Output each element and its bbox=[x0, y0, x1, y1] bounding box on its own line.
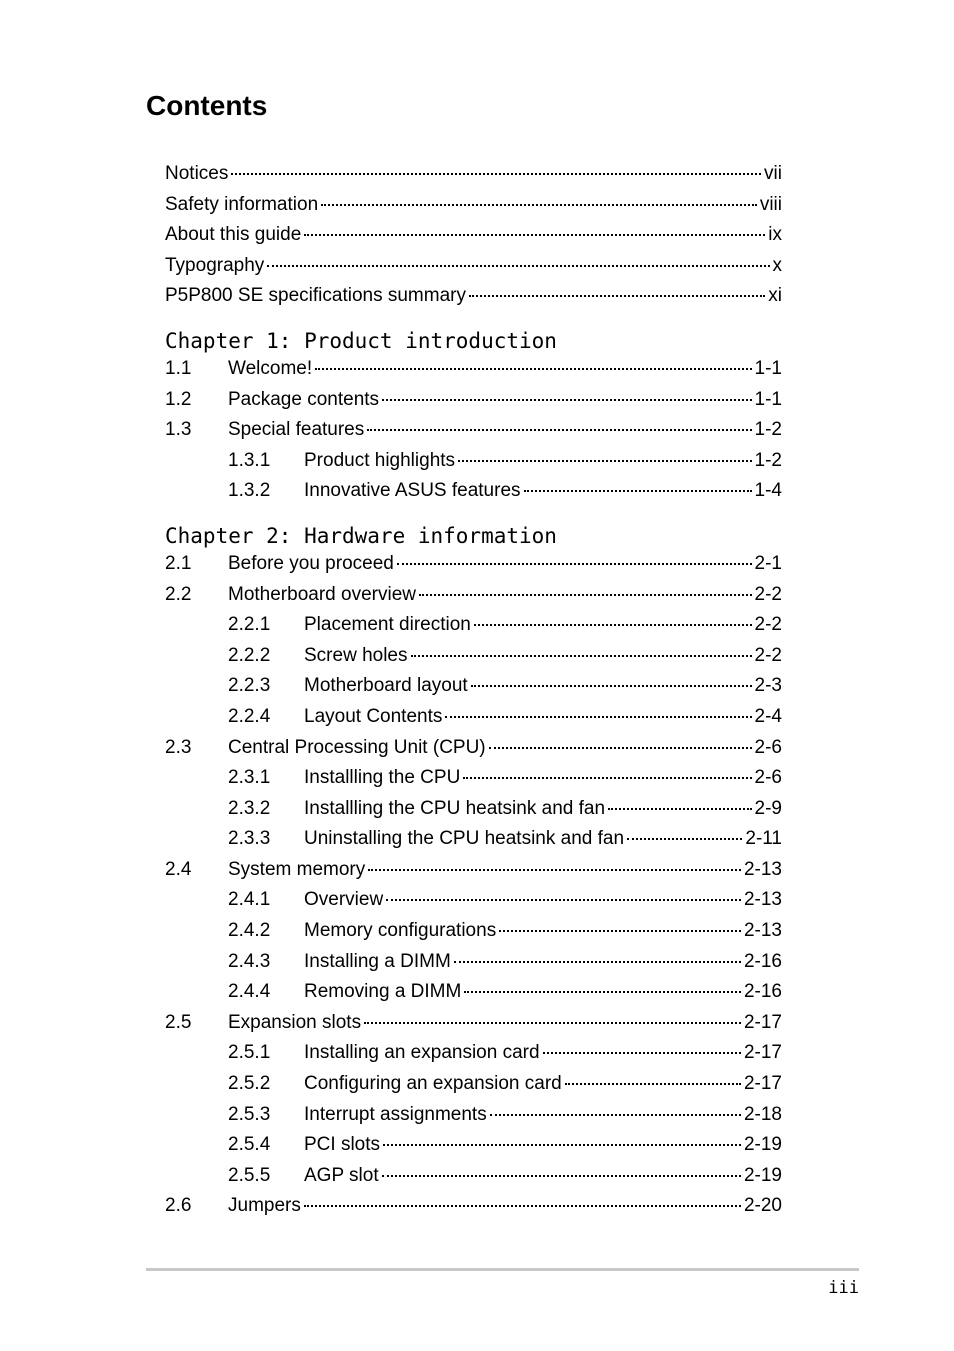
dot-leader bbox=[543, 1048, 741, 1054]
toc-subentry[interactable] bbox=[165, 614, 782, 645]
chapter-heading[interactable]: Chapter 1: Product introduction bbox=[165, 328, 557, 353]
toc-entry-label: AGP slot bbox=[304, 1164, 379, 1186]
toc-entry-label: P5P800 SE specifications summary bbox=[165, 285, 466, 307]
toc-subentry[interactable] bbox=[165, 889, 782, 920]
toc-entry[interactable] bbox=[165, 358, 782, 389]
toc-entry-number: 2.3 bbox=[165, 736, 192, 758]
toc-entry-number: 2.5 bbox=[165, 1011, 192, 1033]
toc-entry-label: Installing an expansion card bbox=[304, 1042, 540, 1064]
toc-entry-page: 2-13 bbox=[743, 920, 782, 942]
toc-entry-page: 2-18 bbox=[743, 1103, 782, 1125]
toc-entry-number: 1.3 bbox=[165, 419, 192, 441]
toc-entry-label: Installling the CPU heatsink and fan bbox=[304, 797, 606, 819]
toc-entry-page: 1-2 bbox=[754, 449, 782, 471]
toc-entry-label: Removing a DIMM bbox=[304, 981, 462, 1003]
toc-subentry[interactable] bbox=[165, 951, 782, 982]
dot-leader bbox=[397, 559, 752, 565]
toc-entry-label: Welcome! bbox=[228, 357, 313, 379]
toc-entry-number: 2.5.3 bbox=[228, 1103, 271, 1125]
toc-entry-number: 1.1 bbox=[165, 357, 192, 379]
toc-entry-label: Installing a DIMM bbox=[304, 950, 451, 972]
toc-entry-page: 2-2 bbox=[754, 583, 782, 605]
toc-entry-number: 2.6 bbox=[165, 1195, 192, 1217]
dot-leader bbox=[565, 1079, 741, 1085]
dot-leader bbox=[471, 681, 752, 687]
toc-entry-number: 2.3.2 bbox=[228, 797, 271, 819]
dot-leader bbox=[627, 834, 742, 840]
dot-leader bbox=[364, 1018, 741, 1024]
toc-entry-page: 2-6 bbox=[754, 736, 782, 758]
page-title: Contents bbox=[146, 90, 268, 121]
dot-leader bbox=[231, 169, 761, 175]
toc-subentry[interactable] bbox=[165, 798, 782, 829]
toc-subentry[interactable] bbox=[165, 828, 782, 859]
toc-entry-page: 2-3 bbox=[754, 675, 782, 697]
footer-divider bbox=[146, 1268, 859, 1271]
toc-entry[interactable] bbox=[165, 285, 782, 316]
toc-entry-page: vii bbox=[764, 163, 782, 184]
toc-entry-page: xi bbox=[768, 285, 782, 307]
toc-subentry[interactable] bbox=[165, 1134, 782, 1165]
toc-entry-page: 2-20 bbox=[743, 1195, 782, 1217]
toc-entry-page: ix bbox=[768, 224, 782, 246]
page-number: iii bbox=[828, 1278, 859, 1298]
toc-subentry[interactable] bbox=[165, 675, 782, 706]
toc-entry-page: 1-1 bbox=[754, 388, 782, 410]
toc-entry-number: 2.2 bbox=[165, 583, 192, 605]
toc-entry-label: System memory bbox=[228, 858, 366, 880]
toc-entry-page: 2-17 bbox=[743, 1042, 782, 1064]
toc-entry-label: About this guide bbox=[165, 224, 302, 246]
toc-entry-number: 2.4.1 bbox=[228, 889, 271, 911]
toc-entry-number: 2.3.1 bbox=[228, 767, 271, 789]
toc-entry-label: Innovative ASUS features bbox=[304, 480, 521, 502]
toc-entry-label: Safety information bbox=[165, 193, 319, 215]
dot-leader bbox=[411, 651, 752, 657]
toc-entry-page: 2-2 bbox=[754, 644, 782, 666]
dot-leader bbox=[419, 590, 752, 596]
toc-entry-page: 2-17 bbox=[743, 1011, 782, 1033]
dot-leader bbox=[445, 712, 751, 718]
toc-entry-label: Motherboard layout bbox=[304, 675, 468, 697]
dot-leader bbox=[499, 926, 741, 932]
dot-leader bbox=[524, 486, 752, 492]
toc-entry-page: 2-4 bbox=[754, 705, 782, 727]
toc-entry-number: 1.3.1 bbox=[228, 449, 271, 471]
toc-entry-label: Motherboard overview bbox=[228, 583, 416, 605]
toc-entry-label: Layout Contents bbox=[304, 705, 443, 727]
toc-entry[interactable] bbox=[165, 419, 782, 450]
toc-entry-number: 2.2.3 bbox=[228, 675, 271, 697]
toc-entry-page: 1-2 bbox=[754, 419, 782, 441]
dot-leader bbox=[386, 895, 741, 901]
chapter-heading[interactable]: Chapter 2: Hardware information bbox=[165, 523, 557, 548]
toc-entry-page: 2-17 bbox=[743, 1073, 782, 1095]
toc-entry-number: 1.2 bbox=[165, 388, 192, 410]
toc-entry-page: 2-1 bbox=[754, 552, 782, 574]
toc-entry-number: 2.4.4 bbox=[228, 981, 271, 1003]
toc-entry-label: Jumpers bbox=[228, 1195, 301, 1217]
toc-entry-number: 2.4.3 bbox=[228, 950, 271, 972]
toc-subentry[interactable] bbox=[165, 767, 782, 798]
toc-entry-label: Placement direction bbox=[304, 614, 471, 636]
toc-subentry[interactable] bbox=[165, 1073, 782, 1104]
dot-leader bbox=[463, 773, 751, 779]
toc-subentry[interactable] bbox=[165, 706, 782, 737]
toc-entry[interactable] bbox=[165, 859, 782, 890]
toc-entry-label: Uninstalling the CPU heatsink and fan bbox=[304, 828, 625, 850]
dot-leader bbox=[383, 1140, 741, 1146]
toc-subentry[interactable] bbox=[165, 981, 782, 1012]
toc-entry-number: 2.5.4 bbox=[228, 1134, 271, 1156]
toc-entry-page: 2-13 bbox=[743, 889, 782, 911]
toc-entry[interactable] bbox=[165, 194, 782, 225]
toc-entry-label: Overview bbox=[304, 889, 384, 911]
dot-leader bbox=[464, 987, 741, 993]
toc-entry-number: 2.5.5 bbox=[228, 1164, 271, 1186]
toc-entry-number: 2.3.3 bbox=[228, 828, 271, 850]
dot-leader bbox=[304, 1201, 741, 1207]
toc-entry-label: Memory configurations bbox=[304, 920, 497, 942]
table-of-contents bbox=[165, 163, 782, 1226]
toc-entry-label: Notices bbox=[165, 163, 229, 184]
toc-subentry[interactable] bbox=[165, 450, 782, 481]
toc-entry[interactable] bbox=[165, 1195, 782, 1226]
toc-entry-label: Screw holes bbox=[304, 644, 408, 666]
toc-subentry[interactable] bbox=[165, 480, 782, 511]
toc-entry-number: 2.2.2 bbox=[228, 644, 271, 666]
toc-entry-label: Package contents bbox=[228, 388, 380, 410]
toc-entry[interactable] bbox=[165, 553, 782, 584]
toc-entry[interactable] bbox=[165, 737, 782, 768]
toc-entry-page: 2-19 bbox=[743, 1134, 782, 1156]
dot-leader bbox=[490, 1110, 741, 1116]
toc-entry-page: 2-11 bbox=[745, 828, 782, 850]
toc-subentry[interactable] bbox=[165, 1165, 782, 1196]
toc-entry-number: 2.4 bbox=[165, 858, 192, 880]
dot-leader bbox=[474, 620, 752, 626]
toc-entry-label: Product highlights bbox=[304, 449, 456, 471]
dot-leader bbox=[489, 743, 752, 749]
toc-entry-number: 2.5.1 bbox=[228, 1042, 271, 1064]
toc-entry-page: 1-4 bbox=[754, 480, 782, 502]
dot-leader bbox=[315, 364, 751, 370]
toc-entry-number: 2.5.2 bbox=[228, 1073, 271, 1095]
toc-entry-label: Special features bbox=[228, 419, 365, 441]
dot-leader bbox=[382, 1171, 741, 1177]
toc-entry[interactable] bbox=[165, 224, 782, 255]
toc-entry-label: Installling the CPU bbox=[304, 767, 461, 789]
toc-entry-page: 2-6 bbox=[754, 767, 782, 789]
toc-entry-number: 1.3.2 bbox=[228, 480, 271, 502]
toc-entry-label: Before you proceed bbox=[228, 552, 394, 574]
toc-subentry[interactable] bbox=[165, 1042, 782, 1073]
toc-entry-label: Interrupt assignments bbox=[304, 1103, 487, 1125]
toc-entry-label: Typography bbox=[165, 254, 265, 276]
toc-entry-page: 2-16 bbox=[743, 950, 782, 972]
toc-entry-label: PCI slots bbox=[304, 1134, 381, 1156]
dot-leader bbox=[367, 425, 751, 431]
toc-entry[interactable] bbox=[165, 255, 782, 286]
toc-entry-page: 2-9 bbox=[754, 797, 782, 819]
toc-entry-page: 1-1 bbox=[754, 357, 782, 379]
dot-leader bbox=[458, 456, 751, 462]
dot-leader bbox=[469, 291, 765, 297]
toc-entry[interactable] bbox=[165, 389, 782, 420]
toc-entry-number: 2.1 bbox=[165, 552, 192, 574]
toc-subentry[interactable] bbox=[165, 920, 782, 951]
toc-entry-page: 2-13 bbox=[743, 858, 782, 880]
toc-entry-label: Central Processing Unit (CPU) bbox=[228, 736, 486, 758]
toc-subentry[interactable] bbox=[165, 645, 782, 676]
toc-entry-page: 2-2 bbox=[754, 614, 782, 636]
toc-entry[interactable] bbox=[165, 163, 782, 194]
dot-leader bbox=[382, 395, 751, 401]
toc-entry-number: 2.4.2 bbox=[228, 920, 271, 942]
toc-entry-number: 2.2.1 bbox=[228, 614, 271, 636]
toc-entry[interactable] bbox=[165, 584, 782, 615]
dot-leader bbox=[454, 957, 741, 963]
dot-leader bbox=[608, 804, 752, 810]
dot-leader bbox=[321, 200, 757, 206]
dot-leader bbox=[304, 230, 765, 236]
toc-entry-page: 2-19 bbox=[743, 1164, 782, 1186]
dot-leader bbox=[368, 865, 741, 871]
toc-subentry[interactable] bbox=[165, 1104, 782, 1135]
toc-entry-label: Expansion slots bbox=[228, 1011, 362, 1033]
toc-entry-page: x bbox=[772, 254, 782, 276]
toc-entry-page: viii bbox=[759, 193, 782, 215]
toc-entry-number: 2.2.4 bbox=[228, 705, 271, 727]
toc-entry[interactable] bbox=[165, 1012, 782, 1043]
toc-entry-page: 2-16 bbox=[743, 981, 782, 1003]
toc-entry-label: Configuring an expansion card bbox=[304, 1073, 562, 1095]
dot-leader bbox=[267, 261, 769, 267]
